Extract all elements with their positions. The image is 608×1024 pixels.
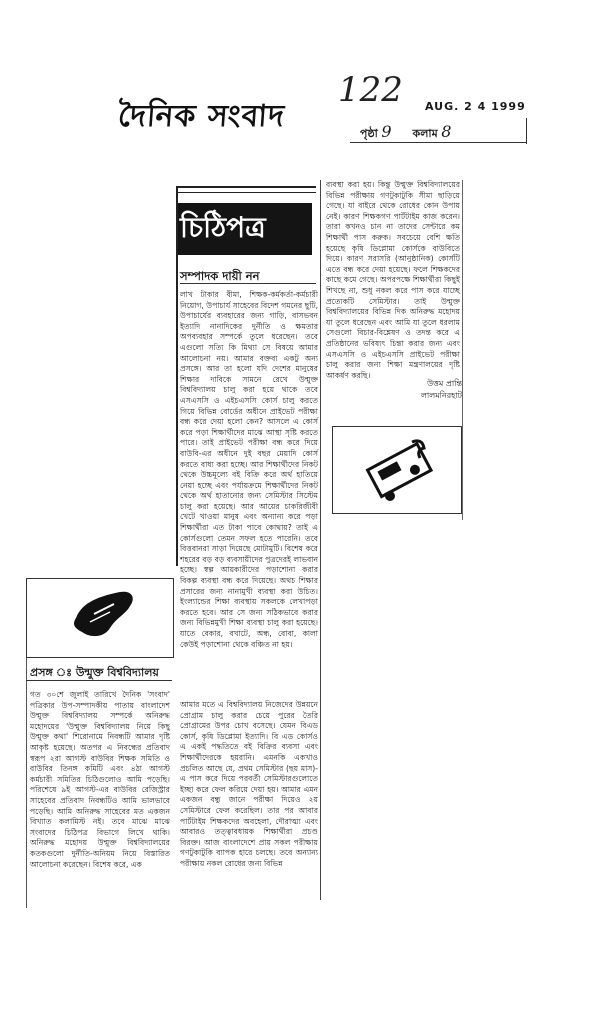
stamp-divider: [526, 118, 527, 144]
signature: [412, 378, 462, 402]
page-column-stamp: [360, 122, 451, 144]
date-stamp: AUG. 2 4 1999: [425, 100, 526, 113]
column-value: 8: [441, 122, 452, 141]
top-rule-thin: [176, 192, 316, 193]
handwritten-number: 122: [338, 70, 403, 110]
disclaimer: সম্পাদক দায়ী নন: [180, 269, 260, 283]
column-divider: [320, 180, 321, 900]
left-column-text: গত ৩০শে জুলাই তারিখে দৈনিক 'সংবাদ' পত্রিকার উপ-সম্পাদকীয় পাতায় বাংলাদেশ উন্মুক্ত বিশ্ববিদ্যালয় সম্পর্কে অনিরুদ্ধ মহোদয়ের 'উন্মুক্ত বিশ্ববিদ্যালয় নিয়ে কিছু উন্মুক্ত কথা' শিরোনামে নিবন্ধটি আমার দৃষ্টি আকৃষ্ট হয়েছে। অতপর এ নিবন্ধের প্রতিবাদ স্বরূপ ২রা আগস্ট বাউবির শিক্ষক সমিতি ও বাউবির তিনঙ্গ কমিটি এবং ৪ঠা আগস্ট কর্মচারী সমিতির চিঠিগুলোও আমি পড়েছি। পরিশেষে ৯ই আগস্ট-এর বাউবির রেজিস্ট্রার সাহেবের প্রতিবাদ নিবন্ধটিও আমি ভালভাবে পড়েছি। আমি অনিরুদ্ধ সাহেবের মত একজন বিখ্যাত কলামিস্ট নই। তবে মাঝে মাঝে সংবাদের চিঠিপত্র বিভাগে লিখে থাকি। অনিরুদ্ধ মহোদয় উন্মুক্ত বিশ্ববিদ্যালয়ের কতকগুলো দুর্নীতি-অনিয়ম নিয়ে বিস্তারিত আলোচনা করেছেন। বিশেষ করে, এক: [30, 690, 170, 869]
page-label: পৃষ্ঠা: [360, 127, 378, 140]
right-edge-line: [462, 180, 463, 520]
left-article-title: প্রসঙ্গ ঃ উন্মুক্ত বিশ্ববিদ্যালয়: [30, 666, 159, 679]
newspaper-masthead: দৈনিক সংবাদ: [116, 99, 287, 134]
middle-column-text: লাখ টাকার বীমা, শিক্ষক-কর্মকর্তা-কর্মচারী নিয়োগ, উপাচার্য সাহেবের বিদেশ গমনের ছুটি, উপাচার্যের ব্যবহারের জন্য গাড়ি, বাসভবন ইত্যাদি নানাদিকের দুর্নীতি ও ক্ষমতার অপব্যবহার সম্পর্কে তুলে ধরেছেন। তবে এগুলো সত্যি কি মিথ্যা সে বিষয়ে আমার আলোচনা নয়। আমার বক্তব্য একটু অন্য প্রসঙ্গে। আর তা হলো যদি দেশের মানুষের শিক্ষার দাবিকে সামনে রেখে উন্মুক্ত বিশ্ববিদ্যালয় চালু করা হয়ে থাকে তবে এসএসসি ও এইচএসসি কোর্স চালু করতে গিয়ে বিভিন্ন বোর্ডের অধীনে প্রাইভেট পরীক্ষা বন্ধ করে দেয়া হলো কেন? আসলে এ কোর্স করে পড়া শিক্ষার্থীদের মাঝে আস্থা সৃষ্টি করতে পারে। তাই প্রাইভেট পরীক্ষা বন্ধ করে দিয়ে বাউবি-এর অধীনে দুই বছর মেয়াদি কোর্স করতে বাধ্য করা হচ্ছে। আর শিক্ষার্থীদের নিকট থেকে উচ্চমূল্যে বই বিক্রি করে অর্থ হাতিয়ে নেয়া হচ্ছে এবং পর্যায়ক্রমে শিক্ষার্থীদের নিকট থেকে অর্থ হাতানোর জন্য সেমিস্টার সিস্টেম চালু করা হয়েছে। আর আয়ের চাকরিজীবী খেটে খাওয়া মানুষ এবং অন্যান্য করে পড়া শিক্ষার্থীরা এত টাকা পাবে কোথায়? তাই এ কোর্সগুলো তেমন সফল হতে পারেনি। তবে বিত্তবানরা সাড়া দিয়েছে মোটামুটি। বিশেষ করে শহরের বড় বড় ব্যবসায়ীদের পুত্রদেরই লাভবান হচ্ছে। স্বল্প আয়কারীদের পড়াশোনা করার বিকল্প ব্যবস্থা বন্ধ করে দিয়েছে। অথচ শিক্ষার প্রসারের জন্য নানামুখী ব্যবস্থা করা উচিত। ইংল্যান্ডের শিক্ষা ব্যবস্থায় সকলকে লেখাপড়া করতে হবে। আর সে জন্য সঠিকভাবে করার জন্য বিভিন্নমুখী শিক্ষা ব্যবস্থা চালু করা হয়েছে। যাতে বেকার, বখাটে, অন্ধ, বোবা, কালা কেউই পড়াশোনা থেকে বঞ্চিত না হয়।: [180, 290, 318, 649]
middle-column-text-2: আমার মতে এ বিশ্ববিদ্যালয় নিজেদের উন্নয়নে প্রোগ্রাম চালু করার চেয়ে পুরের তৈরি প্রোগ্রামের উপর চোখ বসেছে। যেমন বিএড কোর্স, কৃষি ডিপ্লোমা ইত্যাদি। বি এড কোর্সও এ একই পদ্ধতিতে বই বিক্রির ব্যবসা এবং শিক্ষার্থীদেরকে হয়রানি। এমনকি একখাও প্রচলিত আছে যে, প্রথম সেমিস্টার (ছয় মাস)-এ পাস করে দিয়ে পরবর্তী সেমিস্টারগুলোতে ইচ্ছা করে ফেল করিয়ে দেয়া হয়। আমার এমন একজন বন্ধু জানে পরীক্ষা দিয়েও ২য় সেমিস্টারে ফেল করেছিল। তার পর আবার পার্টটাইম শিক্ষকদের অবহেলা, দৌরাত্ম্য এবং আবারও তত্ত্বাবধায়ক শিক্ষার্থীরা প্রচণ্ড বিরক্ত। আজ বাংলাদেশে প্রায় সকল পরীক্ষায় গণটুকাটুকি ব্যাপক হারে চলছে। তবে অন্যান্য পরীক্ষায় নকল রোধের জন্য বিভিন্ন: [180, 700, 318, 868]
right-column-text: ব্যবস্থা করা হয়। কিন্তু উন্মুক্ত বিশ্ববিদ্যালয়ের বিভিন্ন পরীক্ষায় গণটুকাটুকি সীমা ছাড়িয়ে গেছে। যা বাইরে থেকে রোধের কোন উপায় নেই। কারণ শিক্ষকগণ পার্টটাইম কাজ করেন। তারা কখনও চান না তাদের সেন্টারে কম শিক্ষার্থী পাস করুক। সবচেয়ে বেশি ক্ষতি হয়েছে কৃষি ডিপ্লোমা কোর্সকে বাউবিতে দিয়ে। কারণ সরাসরি (আনুষ্ঠানিক) কোর্সটি এতে বন্ধ করে দেয়া হয়েছে। ফলে শিক্ষকদের কাছে কমে গেছে। অপরপক্ষে শিক্ষার্থীরা কিছুই শিখছে না, শুধু নকল করে পাস করে যাচ্ছে প্রত্যেকটি সেমিস্টার। তাই উন্মুক্ত বিশ্ববিদ্যালয়ের বিভিন্ন দিক অনিরুদ্ধ মহোদয় যা তুলে ধরেছেন এবং আমি যা তুলে ধরলাম সেগুলো বিচার-বিশ্লেষণ ও তদন্ত করে এ প্রতিষ্ঠানের ভবিষ্যৎ চিন্তা করার জন্য এবং এসএসসি ও এইচএসসি প্রাইভেট পরীক্ষা চালু করার জন্য শিক্ষা মন্ত্রণালয়ের দৃষ্টি আকর্ষণ করছি।: [326, 180, 460, 380]
column-label: কলাম: [412, 127, 438, 140]
tilted-card-icon: [362, 436, 442, 506]
signature-place: লালমনিরহাট: [420, 391, 462, 400]
left-title-underline: [26, 680, 172, 681]
page-value: 9: [381, 122, 392, 141]
top-rule: [176, 186, 316, 188]
signature-name: উত্তম প্রান্তি: [426, 379, 462, 388]
ink-splotch-icon: [70, 588, 140, 640]
disclaimer-underline: [180, 283, 316, 284]
section-title: চিঠিপত্র: [178, 203, 312, 255]
stamp-underline: [350, 142, 526, 143]
